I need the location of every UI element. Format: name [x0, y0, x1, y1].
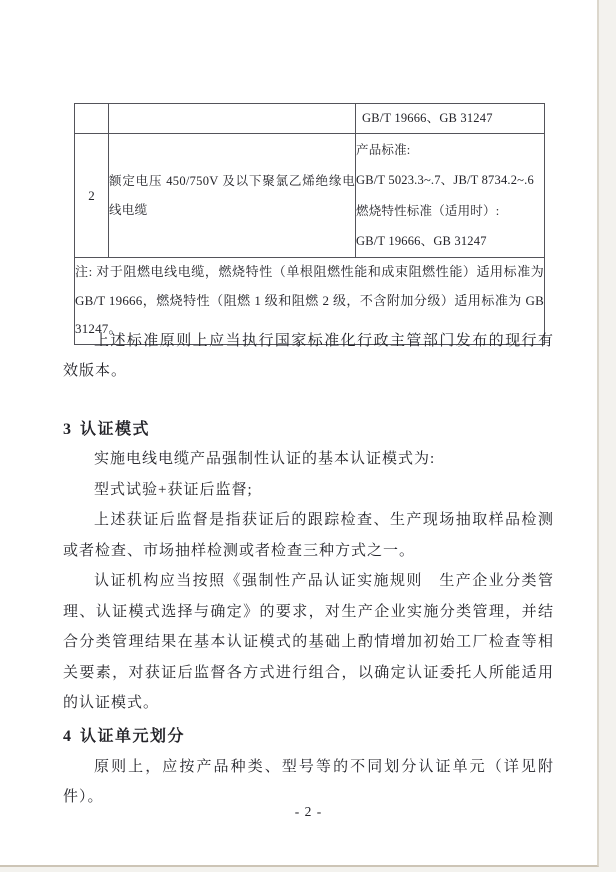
cell-standards: [356, 104, 545, 134]
section-number: 3: [63, 421, 71, 438]
paragraph-standards-version: 上述标准原则上应当执行国家标准化行政主管部门发布的现行有效版本。: [63, 333, 554, 379]
section-4-heading: [63, 724, 185, 750]
standards-table: [74, 103, 545, 345]
page-number: - 2 -: [294, 804, 323, 819]
cell-product-name: [109, 104, 356, 134]
table-note-text: 注: 对于阻燃电线电缆，燃烧特性（单根阻燃性能和成束阻燃性能）适用标准为 GB/T 19666，燃烧特性（阻燃 1 级和阻燃 2 级，不含附加分级）适用标准为 GB 31247。: [75, 258, 545, 345]
cell-product-name: 额定电压 450/750V 及以下聚氯乙烯绝缘电线电缆: [109, 134, 356, 258]
standard-line: GB/T 19666、GB 31247: [362, 111, 493, 125]
section-title: 认证单元划分: [80, 728, 186, 745]
cell-row-number: [75, 104, 109, 134]
table-row-item-2: [75, 134, 545, 258]
paragraph-post-cert-supervision: 上述获证后监督是指获证后的跟踪检查、生产现场抽取样品检测或者检查、市场抽样检测或者检查三种方式之一。: [63, 512, 554, 559]
standard-line: GB/T 19666、GB 31247: [356, 234, 487, 248]
section-3-body: [63, 444, 554, 719]
paragraph-mode-formula: 型式试验+获证后监督;: [94, 481, 253, 498]
section-number: 4: [63, 728, 71, 745]
section-title: 认证模式: [80, 421, 151, 438]
paragraph-cert-body-requirements: 认证机构应当按照《强制性产品认证实施规则 生产企业分类管理、认证模式选择与确定》的要求，对生产企业实施分类管理，并结合分类管理结果在基本认证模式的基础上酌情增加初始工厂检查等相关要素，对获证后监督各方式进行组合，以确定认证委托人所能适用的认证模式。: [63, 573, 554, 711]
paragraph-basic-mode: 实施电线电缆产品强制性认证的基本认证模式为:: [94, 451, 436, 467]
standard-line: 燃烧特性标准（适用时）:: [356, 203, 500, 218]
paragraph-unit-division: 原则上，应按产品种类、型号等的不同划分认证单元（详见附件）。: [63, 759, 554, 805]
section-3-heading: [63, 417, 150, 443]
table-row-continuation: [75, 104, 545, 134]
standard-line: GB/T 5023.3~.7、JB/T 8734.2~.6: [356, 173, 534, 187]
cell-row-number: 2: [75, 134, 109, 258]
cell-standards: [356, 134, 545, 258]
standard-line: 产品标准:: [356, 142, 411, 157]
